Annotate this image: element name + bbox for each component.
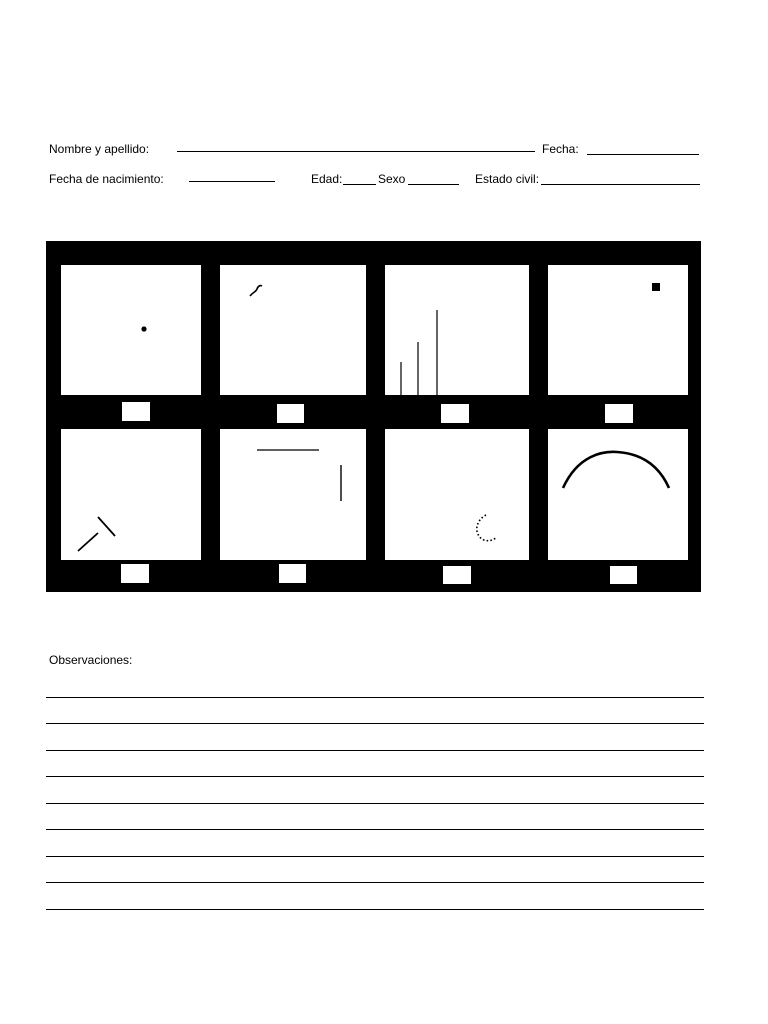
- date-field[interactable]: [587, 154, 699, 155]
- score-box-4[interactable]: [605, 404, 633, 423]
- observation-line[interactable]: [46, 803, 704, 804]
- cell-8-large-arc[interactable]: [548, 429, 688, 560]
- birthdate-field[interactable]: [189, 181, 275, 182]
- test-grid: [46, 241, 701, 592]
- cell-6-lines[interactable]: [220, 429, 366, 560]
- date-label: Fecha:: [542, 142, 579, 156]
- observation-line[interactable]: [46, 697, 704, 698]
- large-arc-stimulus: [548, 429, 688, 560]
- age-label: Edad:: [311, 172, 343, 186]
- score-box-7[interactable]: [443, 566, 471, 584]
- sex-field[interactable]: [408, 184, 459, 185]
- marital-status-field[interactable]: [541, 184, 700, 185]
- observation-line[interactable]: [46, 723, 704, 724]
- dot-stimulus: [61, 265, 201, 395]
- cell-2-wavy-line[interactable]: [220, 265, 366, 395]
- horizontal-vertical-lines-stimulus: [220, 429, 366, 560]
- birthdate-label: Fecha de nacimiento:: [49, 172, 164, 186]
- observation-line[interactable]: [46, 776, 704, 777]
- age-field[interactable]: [343, 184, 376, 185]
- score-box-3[interactable]: [441, 404, 469, 423]
- cell-1-dot[interactable]: [61, 265, 201, 395]
- perpendicular-lines-stimulus: [61, 429, 201, 560]
- observation-line[interactable]: [46, 909, 704, 910]
- score-box-6[interactable]: [279, 564, 306, 583]
- sex-label: Sexo: [378, 172, 406, 186]
- name-label: Nombre y apellido:: [49, 142, 150, 156]
- observation-line[interactable]: [46, 882, 704, 883]
- observation-line[interactable]: [46, 750, 704, 751]
- observations-label: Observaciones:: [49, 653, 133, 667]
- cell-7-dotted-arc[interactable]: [385, 429, 529, 560]
- score-box-5[interactable]: [121, 564, 149, 583]
- score-box-2[interactable]: [277, 404, 304, 423]
- cell-3-vertical-lines[interactable]: [385, 265, 529, 395]
- score-box-8[interactable]: [610, 566, 637, 584]
- score-box-1[interactable]: [122, 402, 150, 421]
- dotted-arc-stimulus: [385, 429, 529, 560]
- small-square-stimulus: [548, 265, 688, 395]
- observation-line[interactable]: [46, 829, 704, 830]
- marital-status-label: Estado civil:: [475, 172, 540, 186]
- name-field[interactable]: [177, 151, 535, 152]
- three-lines-stimulus: [385, 265, 529, 395]
- wavy-line-stimulus: [220, 265, 366, 395]
- cell-4-square[interactable]: [548, 265, 688, 395]
- cell-5-perpendicular-lines[interactable]: [61, 429, 201, 560]
- observation-line[interactable]: [46, 856, 704, 857]
